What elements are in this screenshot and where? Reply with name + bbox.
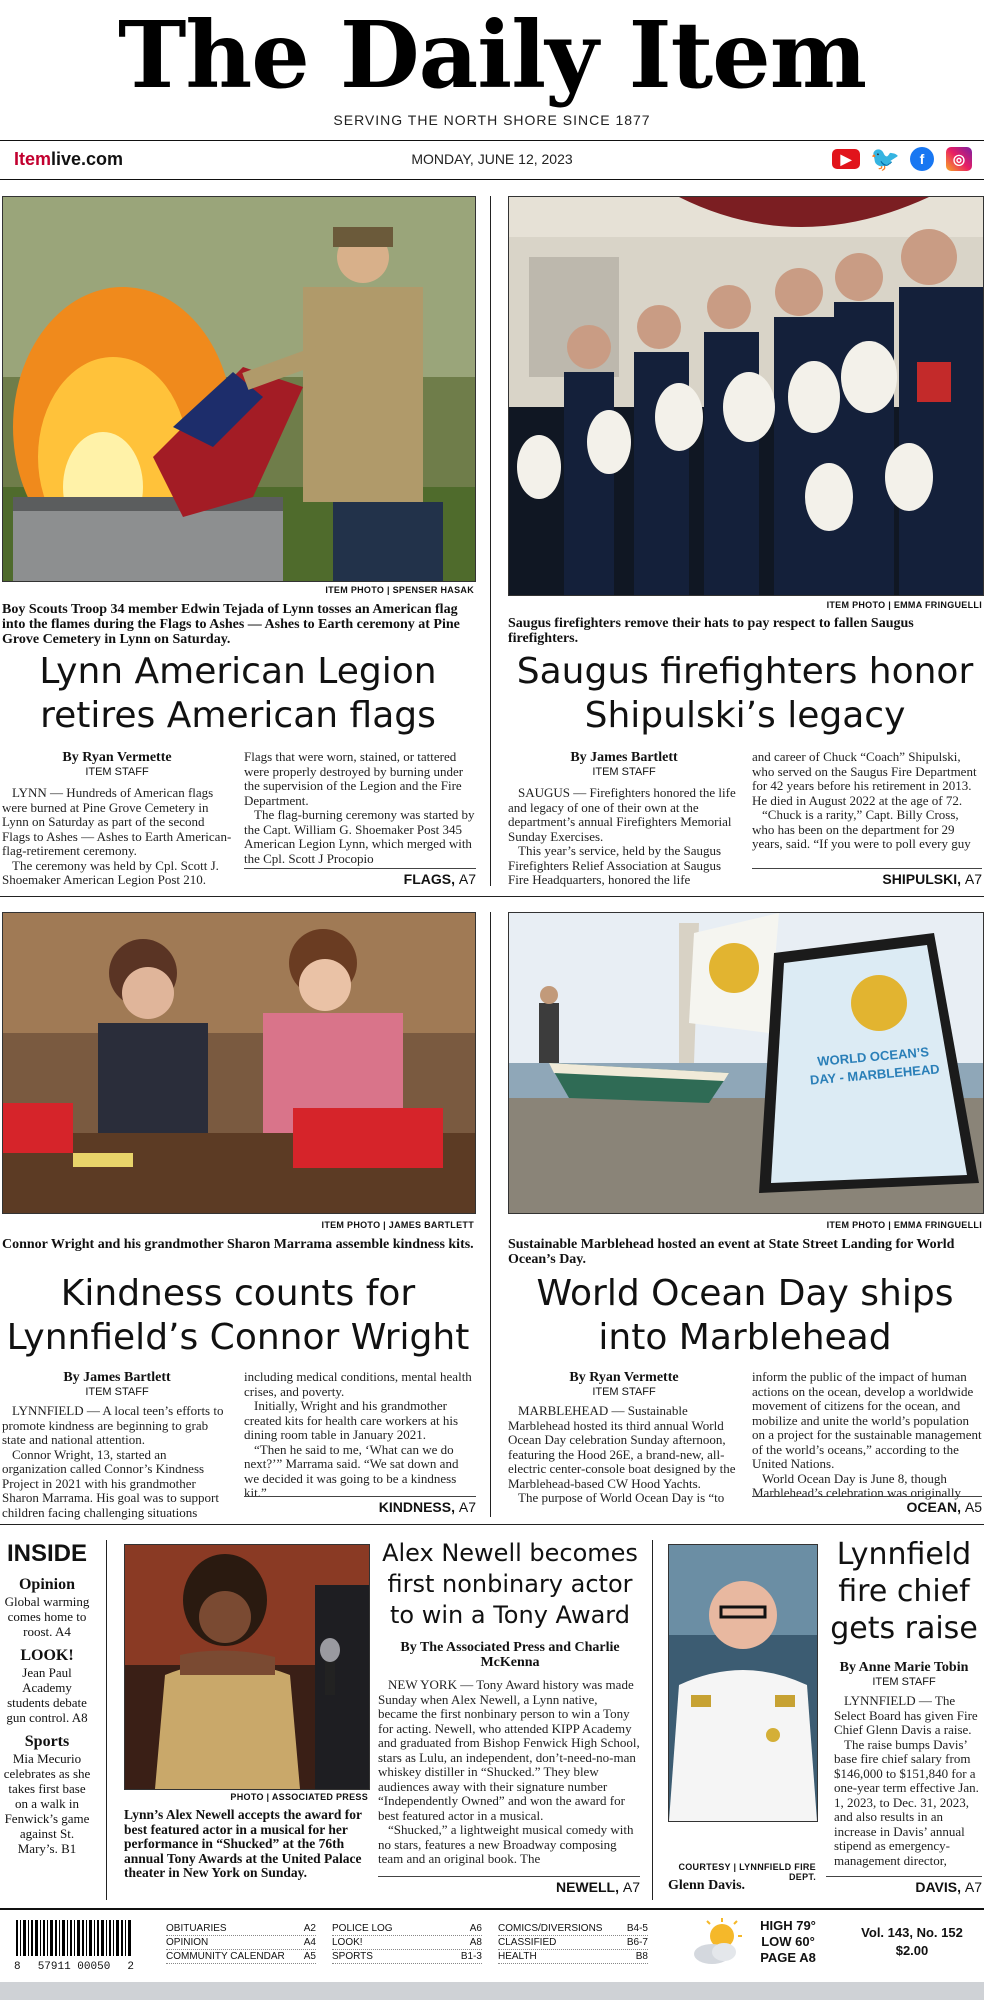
article-col-1 [508,1404,740,1506]
photo-credit: ITEM PHOTO | SPENSER HASAK [325,585,474,595]
index-row[interactable] [166,1922,316,1936]
index-label: OBITUARIES [166,1923,227,1934]
paragraph: and career of Chuck “Coach” Shipulski, who served on the Saugus Fire Department for 42 years before his retirement in 2013. He died in August 2022 at the age of 72. [752,749,977,808]
index-row[interactable] [332,1922,482,1936]
social-icons [832,147,972,171]
masthead [0,0,984,140]
photo-caption: Glenn Davis. [668,1878,746,1893]
staff-label: ITEM STAFF [592,1386,656,1398]
paragraph: The flag-burning ceremony was started by the Capt. William G. Shoemaker Post 345 American Legion Lynn, which merged with the Cpl. Scott J Procopio [244,807,475,866]
facebook-icon[interactable]: f [910,147,934,171]
photo-flag-burning [2,196,476,582]
paragraph: NEW YORK — Tony Award history was made Sunday when Alex Newell, a Lynn native, became the first nonbinary person to win a Tony for acting. Newell, who attended KIPP Academy and graduated from Bishop Fenwick High School, stars as Lulu, an independent, don’t-need-no-man whiskey distiller in “Shucked.” They blew audiences away with their signature number “Independently Owned” and won the award for best featured actor in a musical. [378,1677,640,1823]
headline[interactable]: Lynn American Legion retires American flags [39,651,437,736]
photo-credit: ITEM PHOTO | EMMA FRINGUELLI [826,600,982,610]
jump-keyword: KINDNESS, [378,1499,455,1515]
byline [2,750,232,780]
bottom-band [0,1982,984,2000]
index-page: A6 [469,1923,482,1934]
section-divider [0,1524,984,1525]
photo-caption: Connor Wright and his grandmother Sharon Marrama assemble kindness kits. [2,1237,474,1252]
jump-page: A5 [964,1499,982,1515]
youtube-icon[interactable]: ▶ [832,149,860,169]
index-label: LOOK! [332,1937,363,1948]
jump-page: A7 [964,1879,982,1895]
paragraph: “Then he said to me, ‘What can we do next?’” Marrama said. “We sat down and we decided it was going to be a kindness kit.” [244,1441,459,1500]
index-page: A5 [303,1951,316,1962]
kindness-illustration [3,913,475,1213]
index-row[interactable] [166,1950,316,1964]
index-label: COMICS/DIVERSIONS [498,1923,603,1934]
weather-high: HIGH 79° [760,1918,816,1933]
index-label: POLICE LOG [332,1923,393,1934]
jump-link[interactable] [244,1496,476,1515]
index-label: HEALTH [498,1951,537,1962]
photo-credit: PHOTO | ASSOCIATED PRESS [230,1792,368,1802]
headline[interactable]: Saugus firefighters honor Shipulski’s legacy [516,651,974,736]
paragraph: This year’s service, held by the Saugus Firefighters Relief Association at Saugus Fire Headquarters, honored the life [508,843,722,887]
author: By Anne Marie Tobin [839,1660,969,1675]
tony-award-illustration [125,1545,369,1789]
jump-page: A7 [622,1879,640,1895]
index-page: A2 [303,1923,316,1934]
price: $2.00 [895,1943,929,1958]
paragraph: Connor Wright, 13, started an organization called Connor’s Kindness Project in 2021 with his grandmother Sharon Marrama. His goal was to support children facing challenging situations [2,1446,219,1520]
paragraph: LYNN — Hundreds of American flags were burned at Pine Grove Cemetery in Lynn on Saturday as part of the second Flags to Ashes — Ashes to Earth American-flag-retirement ceremony. [2,785,232,858]
jump-link[interactable] [752,1496,982,1515]
index-page: B1-3 [460,1951,482,1962]
site-name-black: live.com [51,149,124,169]
index-label: COMMUNITY CALENDAR [166,1951,285,1962]
headline[interactable]: Alex Newell becomes first nonbinary actor to win a Tony Award [382,1539,638,1629]
column-divider [490,912,491,1517]
byline: By The Associated Press and Charlie McKenna [400,1640,620,1670]
photo-firefighters [508,196,984,596]
article-col-1 [2,1404,234,1520]
inside-text: Jean Paul Academy students debate gun control. A8 [6,1665,88,1725]
photo-caption: Sustainable Marblehead hosted an event at State Street Landing for World Ocean’s Day. [508,1237,955,1267]
index-page: A4 [303,1937,316,1948]
author: By James Bartlett [63,1370,171,1385]
photo-glenn-davis [668,1544,818,1822]
barcode-icon [14,1920,134,1956]
sun-cloud-icon [690,1918,744,1966]
author: By James Bartlett [570,750,678,765]
article-col-1 [508,786,740,888]
jump-keyword: SHIPULSKI, [882,871,961,887]
barcode-right-digit: 2 [127,1961,134,1973]
index-page: B8 [635,1951,648,1962]
paragraph: LYNNFIELD — The Select Board has given Fire Chief Glenn Davis a raise. [834,1693,978,1737]
article-col-1 [2,786,234,888]
headline[interactable]: World Ocean Day ships into Marblehead [536,1273,954,1358]
author: By Ryan Vermette [569,1370,679,1385]
index-row[interactable] [498,1950,648,1964]
inside-text: Mia Mecurio celebrates as she takes first base on a walk in Fenwick’s game against St. Mary’s. B1 [3,1751,91,1856]
photo-caption: Saugus firefighters remove their hats to pay respect to fallen Saugus firefighters. [508,616,914,646]
paragraph: “Chuck is a rarity,” Capt. Billy Cross, who has been on the department for 29 years, said. “If you were to poll every guy [752,807,971,851]
staff-label: ITEM STAFF [592,766,656,778]
paragraph: Initially, Wright and his grandmother created kits for health care workers at his dining room table in January 2021. [244,1398,459,1442]
jump-link[interactable] [752,868,982,887]
fire-chief-illustration [669,1545,817,1821]
article-col-2 [244,1370,476,1501]
staff-label: ITEM STAFF [85,1386,149,1398]
volume-number: Vol. 143, No. 152 [861,1925,963,1940]
inside-section-sports[interactable]: Sports [24,1733,70,1750]
article-col-2 [244,750,476,866]
index-row[interactable] [332,1936,482,1950]
photo-alex-newell [124,1544,370,1790]
flag-burning-illustration [3,197,475,581]
photo-caption: Boy Scouts Troop 34 member Edwin Tejada of Lynn tosses an American flag into the flames during the Flags to Ashes — Ashes to Earth ceremony at Pine Grove Cemetery in Lynn on Saturday. [2,602,460,647]
paragraph: Flags that were worn, stained, or tattered were properly destroyed by burning under the supervision of the Legion and the Fire Department. [244,749,464,808]
jump-link[interactable] [244,868,476,887]
inside-index [2,1540,92,1900]
index-label: CLASSIFIED [498,1937,557,1948]
photo-credit: ITEM PHOTO | EMMA FRINGUELLI [826,1220,982,1230]
paragraph: “Shucked,” a lightweight musical comedy with no stars, features a new Broadway composing team and an original book. The [378,1822,634,1866]
twitter-icon[interactable]: 🐦 [870,145,900,173]
site-name-red: Item [14,149,52,169]
inside-text: Global warming comes home to roost. A4 [4,1594,90,1639]
jump-link[interactable] [826,1876,982,1895]
article-body [378,1678,640,1867]
newspaper-title: The Daily Item [117,1,867,109]
article-col-2 [752,750,982,852]
dateline-bar [0,140,984,180]
staff-label: ITEM STAFF [872,1676,936,1688]
photo-world-ocean-day [508,912,984,1214]
index-label: SPORTS [332,1951,373,1962]
paragraph: including medical conditions, mental health crises, and poverty. [244,1369,472,1399]
index-page: B4-5 [626,1923,648,1934]
weather-page: PAGE A8 [760,1950,816,1965]
paragraph: The raise bumps Davis’ base fire chief salary from $146,000 to $151,840 for a one-year term effective Jan. 1, 2023, to Dec. 31, 2023, and also results in an increase in Davis’ annual stipend as emergency-management director, [834,1736,979,1868]
barcode [14,1920,134,1973]
index-label: OPINION [166,1937,209,1948]
inside-section-look[interactable]: LOOK! [20,1647,74,1664]
weather-forecast [748,1918,828,1966]
paragraph: inform the public of the impact of human actions on the ocean, develop a worldwide movement of citizens for the ocean, and mobilize and unite the world’s population on a project for the sustainable management of the world’s oceans,” according to the United Nations. [752,1369,982,1471]
index-row[interactable] [332,1950,482,1964]
index-col-1 [166,1922,316,1964]
column-divider [652,1540,653,1900]
column-divider [490,196,491,886]
inside-title: INSIDE [6,1540,87,1567]
photo-kindness-kits [2,912,476,1214]
masthead-tagline: SERVING THE NORTH SHORE SINCE 1877 [333,112,651,128]
footer-bar [0,1908,984,1978]
index-row[interactable] [498,1922,648,1936]
column-divider [106,1540,107,1900]
jump-keyword: NEWELL, [555,1879,619,1895]
headline[interactable]: Lynnfield fire chief gets raise [830,1537,978,1646]
weather-icon [690,1918,744,1966]
photo-credit: COURTESY | LYNNFIELD FIRE DEPT. [678,1862,816,1882]
paragraph: The ceremony was held by Cpl. Scott J. Shoemaker American Legion Post 210. [2,857,219,887]
ocean-sign-text: WORLD OCEAN’S DAY - MARBLEHEAD [809,1044,941,1088]
photo-credit: ITEM PHOTO | JAMES BARTLETT [321,1220,474,1230]
staff-label: ITEM STAFF [85,766,149,778]
jump-keyword: DAVIS, [915,1879,961,1895]
issue-date: MONDAY, JUNE 12, 2023 [411,151,573,167]
jump-page: A7 [458,1499,476,1515]
article-body [834,1694,982,1868]
author: By Ryan Vermette [62,750,172,765]
jump-page: A7 [964,871,982,887]
index-row[interactable] [498,1936,648,1950]
paragraph: LYNNFIELD — A local teen’s efforts to promote kindness are beginning to grab state and national attention. [2,1403,224,1447]
weather-low: LOW 60° [761,1934,815,1949]
index-page: A8 [469,1937,482,1948]
barcode-number [14,1961,134,1973]
byline [826,1660,982,1690]
section-divider [0,896,984,897]
jump-keyword: FLAGS, [403,871,455,887]
jump-link[interactable] [378,1876,640,1895]
paragraph: MARBLEHEAD — Sustainable Marblehead hosted its third annual World Ocean Day celebration Sunday afternoon, featuring the Hood 26E, a brand-new, all-electric center-console boat designed by the Marblehead-based CW Hood Yachts. [508,1403,736,1491]
index-col-2 [332,1922,482,1964]
paragraph: World Ocean Day is June 8, though Marblehead’s celebration was originally [752,1470,962,1500]
index-row[interactable] [166,1936,316,1950]
byline [508,1370,740,1400]
byline [508,750,740,780]
barcode-left-digit: 8 [14,1961,21,1973]
firefighters-illustration [509,197,983,595]
barcode-digits: 57911 00050 [37,1961,111,1973]
paragraph: SAUGUS — Firefighters honored the life and legacy of one of their own at the department’s annual Firefighters Memorial Sunday Exercises. [508,785,736,844]
headline[interactable]: Kindness counts for Lynnfield’s Connor Wright [6,1273,470,1358]
jump-page: A7 [458,871,476,887]
inside-section-opinion[interactable]: Opinion [18,1576,76,1593]
photo-caption: Lynn’s Alex Newell accepts the award for best featured actor in a musical for her performance in “Shucked” at the 76th annual Tony Awards at the United Palace theater in New York on Sunday. [124,1807,362,1880]
paragraph: The purpose of World Ocean Day is “to [518,1490,725,1505]
byline [2,1370,232,1400]
index-page: B6-7 [626,1937,648,1948]
issue-info [852,1924,972,1960]
article-col-2 [752,1370,982,1501]
jump-keyword: OCEAN, [906,1499,961,1515]
index-col-3 [498,1922,648,1964]
instagram-icon[interactable]: ◎ [946,147,972,171]
